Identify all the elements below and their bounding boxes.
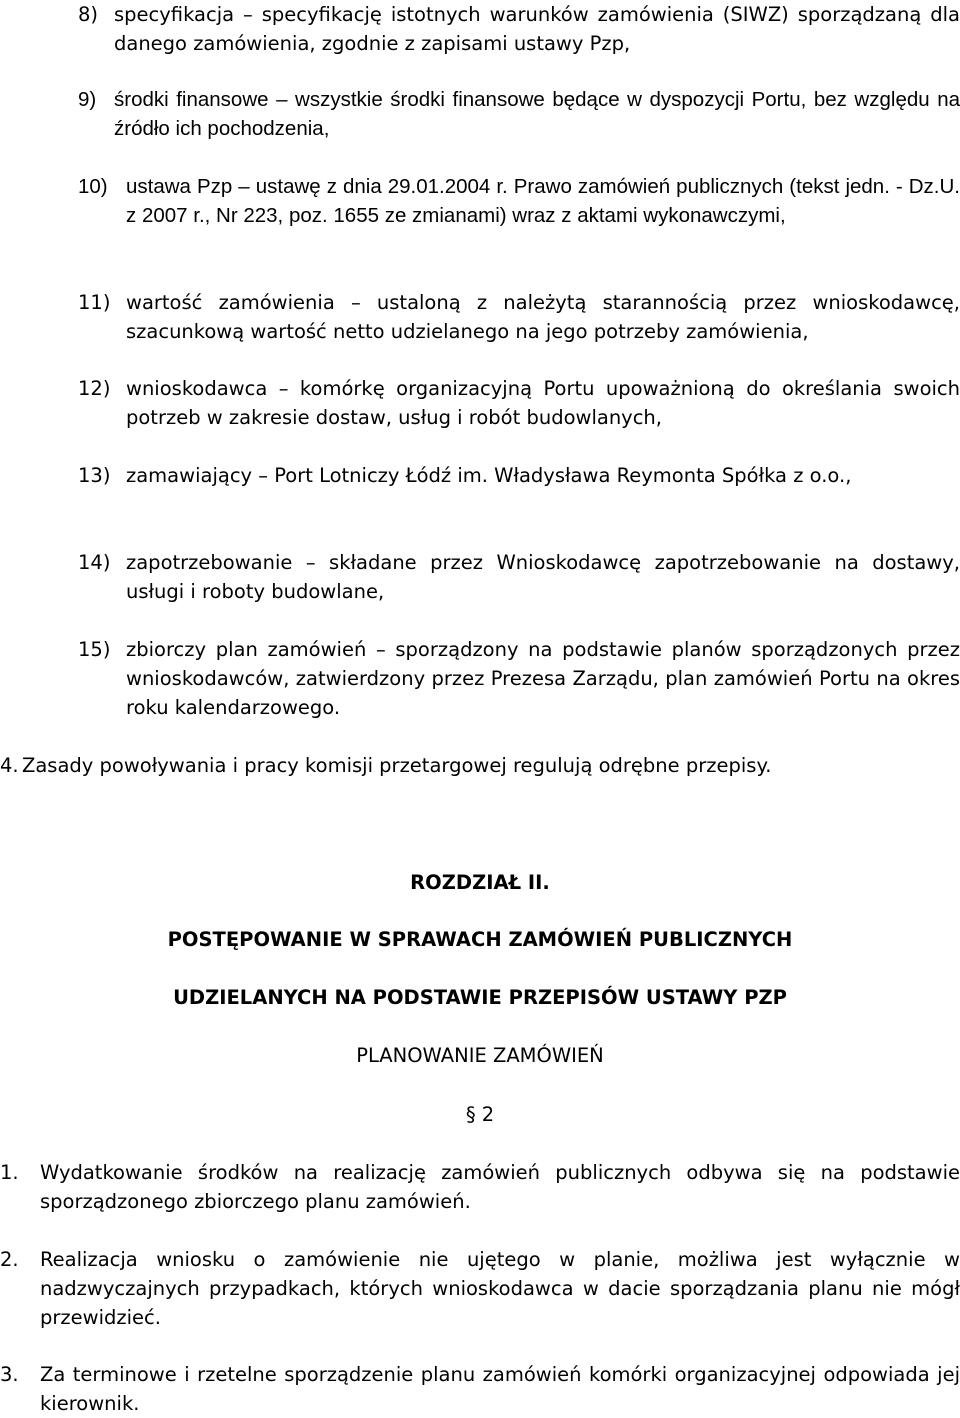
- point-3: [0, 1360, 960, 1418]
- item-text: ustawa Pzp – ustawę z dnia 29.01.2004 r. Prawo zamówień publicznych (tekst jedn. - Dz.U. z 2007 r., Nr 223, poz. 1655 ze zmianami) wraz z aktami wykonawczymi,: [126, 175, 960, 227]
- item-number: 15): [78, 638, 111, 661]
- section-subheading: PLANOWANIE ZAMÓWIEŃ: [356, 1044, 604, 1067]
- item-number: 8): [78, 3, 99, 26]
- item-number: 10): [78, 175, 108, 198]
- item-text: zapotrzebowanie – składane przez Wnioskodawcę zapotrzebowanie na dostawy, usługi i roboty budowlane,: [126, 551, 960, 603]
- point-number: 2.: [0, 1248, 19, 1271]
- point-number: 4.: [0, 754, 19, 777]
- item-text: zbiorczy plan zamówień – sporządzony na podstawie planów sporządzonych przez wnioskodawców, zatwierdzony przez Prezesa Zarządu, plan zamówień Portu na okres roku kalendarzowego.: [126, 638, 960, 719]
- point-4: [0, 751, 960, 780]
- item-text: wartość zamówienia – ustaloną z należytą starannością przez wnioskodawcę, szacunkową wartość netto udzielanego na jego potrzeby zamówienia,: [126, 291, 960, 343]
- definition-item-11: [78, 288, 960, 346]
- point-number: 3.: [0, 1363, 19, 1386]
- item-number: 11): [78, 291, 111, 314]
- item-number: 12): [78, 377, 111, 400]
- point-text: Zasady powoływania i pracy komisji przetargowej regulują odrębne przepisy.: [22, 754, 772, 777]
- point-1: [0, 1158, 960, 1216]
- item-text: wnioskodawca – komórkę organizacyjną Portu upoważnioną do określania swoich potrzeb w zakresie dostaw, usług i robót budowlanych,: [126, 377, 960, 429]
- chapter-heading-1: POSTĘPOWANIE W SPRAWACH ZAMÓWIEŃ PUBLICZNYCH: [167, 928, 793, 951]
- definition-item-12: [78, 374, 960, 432]
- definition-item-14: [78, 548, 960, 606]
- definition-item-10: [78, 172, 960, 230]
- item-text: specyfikacja – specyfikację istotnych warunków zamówienia (SIWZ) sporządzaną dla danego zamówienia, zgodnie z zapisami ustawy Pzp,: [114, 3, 960, 55]
- definition-item-9: [78, 85, 960, 143]
- item-number: 9): [78, 88, 97, 111]
- chapter-title: ROZDZIAŁ II.: [410, 871, 550, 894]
- point-text: Wydatkowanie środków na realizację zamówień publicznych odbywa się na podstawie sporządzonego zbiorczego planu zamówień.: [40, 1161, 960, 1213]
- point-2: [0, 1245, 960, 1332]
- item-text: zamawiający – Port Lotniczy Łódź im. Władysława Reymonta Spółka z o.o.,: [126, 464, 852, 487]
- item-number: 14): [78, 551, 111, 574]
- chapter-heading-2: UDZIELANYCH NA PODSTAWIE PRZEPISÓW USTAWY PZP: [173, 986, 787, 1009]
- paragraph-mark: § 2: [465, 1103, 495, 1126]
- definition-item-13: [78, 461, 960, 490]
- item-text: środki finansowe – wszystkie środki finansowe będące w dyspozycji Portu, bez względu na źródło ich pochodzenia,: [114, 88, 960, 140]
- definition-item-15: [78, 635, 960, 722]
- item-number: 13): [78, 464, 111, 487]
- point-text: Realizacja wniosku o zamówienie nie ujętego w planie, możliwa jest wyłącznie w nadzwyczajnych przypadkach, których wnioskodawca w dacie sporządzania planu nie mógł przewidzieć.: [40, 1248, 960, 1329]
- point-text: Za terminowe i rzetelne sporządzenie planu zamówień komórki organizacyjnej odpowiada jej kierownik.: [40, 1363, 960, 1415]
- point-number: 1.: [0, 1161, 19, 1184]
- definition-item-8: [78, 0, 960, 58]
